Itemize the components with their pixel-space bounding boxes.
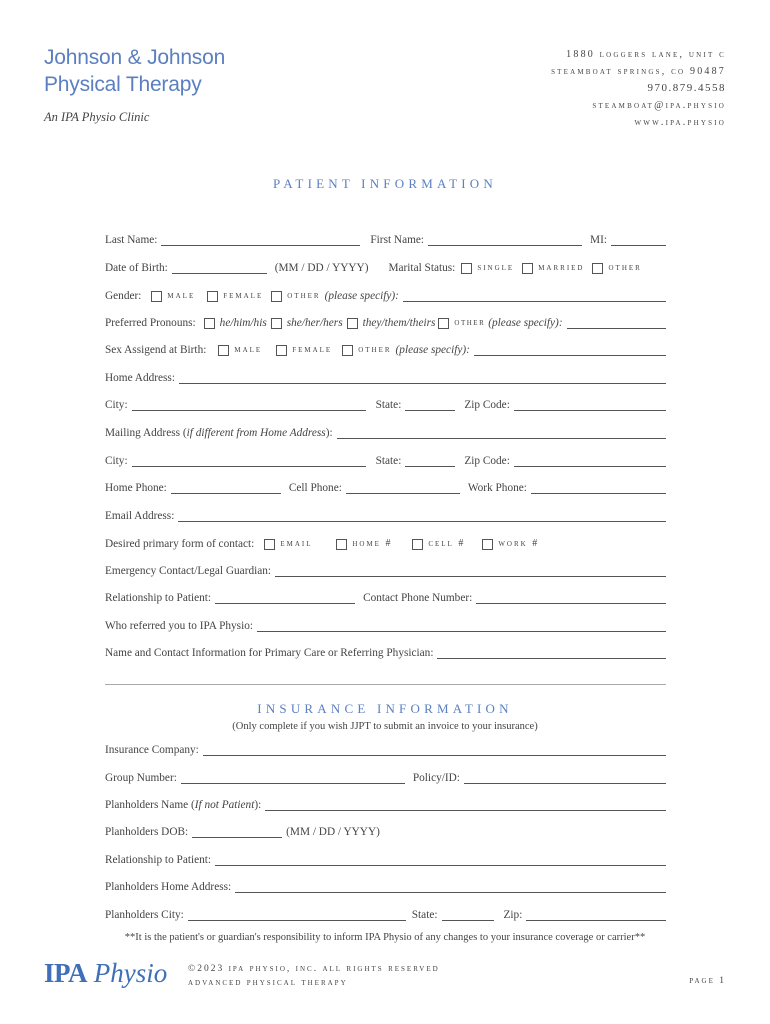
last-name-field[interactable] [161, 234, 360, 246]
mailing-city-label: City: [105, 455, 128, 467]
city-field[interactable] [132, 399, 366, 411]
checkbox[interactable] [412, 539, 423, 550]
contact-phone-label: Contact Phone Number: [363, 592, 473, 604]
mailing-address-close: ): [325, 427, 333, 439]
work-phone-field[interactable] [531, 482, 666, 494]
pronoun-option-she[interactable]: she/her/hers [271, 317, 343, 329]
contact-option-work[interactable]: work # [482, 538, 539, 550]
holder-relationship-field[interactable] [215, 854, 666, 866]
gender-row [105, 288, 666, 302]
email-field[interactable] [178, 510, 666, 522]
phone-row [105, 480, 666, 494]
insurance-company-label: Insurance Company: [105, 744, 199, 756]
zip-label: Zip Code: [464, 399, 510, 411]
logo-physio-text: Physio [93, 958, 168, 988]
contact-method-row [105, 536, 666, 550]
cell-phone-field[interactable] [346, 482, 460, 494]
dob-field[interactable] [172, 262, 267, 274]
group-number-field[interactable] [181, 772, 405, 784]
last-name-label: Last Name: [105, 234, 158, 246]
tagline-text: advanced physical therapy [188, 978, 348, 988]
holder-name-label: Planholders Name ( [105, 799, 195, 811]
mailing-city-row [105, 453, 666, 467]
clinic-website: www.ipa.physio [634, 117, 726, 128]
insurance-company-row [105, 742, 666, 756]
clinic-name [44, 44, 225, 98]
checkbox[interactable] [438, 318, 449, 329]
address-line2: steamboat springs, co 90487 [551, 66, 726, 77]
relationship-label: Relationship to Patient: [105, 592, 212, 604]
sex-row [105, 342, 666, 356]
contact-option-home[interactable]: home # [336, 538, 412, 550]
email-label: Email Address: [105, 510, 175, 522]
holder-zip-field[interactable] [526, 909, 666, 921]
policy-id-label: Policy/ID: [412, 772, 460, 784]
mailing-state-label: State: [375, 455, 402, 467]
checkbox[interactable] [204, 318, 215, 329]
gender-specify-label: (please specify): [324, 290, 399, 302]
page-number: page 1 [689, 976, 726, 986]
holder-dob-field[interactable] [192, 826, 282, 838]
first-name-field[interactable] [428, 234, 582, 246]
contact-block [551, 46, 726, 131]
emergency-contact-label: Emergency Contact/Legal Guardian: [105, 565, 272, 577]
dob-label: Date of Birth: [105, 262, 168, 274]
clinic-phone: 970.879.4558 [647, 82, 726, 94]
physician-field[interactable] [437, 647, 666, 659]
insurance-note: (Only complete if you wish JJPT to submit an invoice to your insurance) [232, 721, 538, 732]
contact-option-email[interactable]: email [264, 538, 336, 550]
gender-specify-field[interactable] [403, 290, 666, 302]
group-number-label: Group Number: [105, 772, 177, 784]
name-row [105, 232, 666, 246]
patient-info-heading: PATIENT INFORMATION [273, 176, 497, 191]
cell-phone-label: Cell Phone: [288, 482, 342, 494]
ipa-physio-logo [44, 958, 167, 989]
holder-city-row [105, 907, 666, 921]
clinic-name-line1: Johnson & Johnson [44, 46, 226, 69]
holder-state-label: State: [411, 909, 438, 921]
address-line1: 1880 loggers lane, unit c [566, 49, 726, 60]
state-field[interactable] [405, 399, 455, 411]
mailing-address-label: Mailing Address ( [105, 427, 187, 439]
mailing-state-field[interactable] [405, 455, 455, 467]
physician-label: Name and Contact Information for Primary Care or Referring Physician: [105, 647, 434, 659]
checkbox[interactable] [271, 318, 282, 329]
clinic-subtitle: An IPA Physio Clinic [44, 110, 150, 124]
mailing-address-row [105, 425, 666, 439]
responsibility-note: **It is the patient's or guardian's responsibility to inform IPA Physio of any changes to your insurance coverage or carrier** [124, 932, 646, 943]
checkbox[interactable] [342, 345, 353, 356]
zip-field[interactable] [514, 399, 666, 411]
logo-ipa-text: IPA [44, 958, 87, 988]
checkbox[interactable] [461, 263, 472, 274]
contact-method-label: Desired primary form of contact: [105, 538, 255, 550]
marital-option-single[interactable]: single [461, 262, 514, 274]
checkbox[interactable] [271, 291, 282, 302]
gender-option-other[interactable]: other [271, 290, 320, 302]
sex-specify-label: (please specify): [395, 344, 470, 356]
insurance-info-heading: INSURANCE INFORMATION [257, 701, 513, 716]
clinic-name-line2: Physical Therapy [44, 73, 202, 96]
holder-address-field[interactable] [235, 881, 666, 893]
pronoun-option-he[interactable]: he/him/his [204, 317, 267, 329]
work-phone-label: Work Phone: [467, 482, 527, 494]
holder-relationship-label: Relationship to Patient: [105, 854, 212, 866]
clinic-email: steamboat@ipa.physio [592, 100, 726, 111]
state-label: State: [375, 399, 402, 411]
copyright-block [188, 962, 440, 990]
checkbox[interactable] [218, 345, 229, 356]
gender-option-male[interactable]: male [151, 290, 195, 302]
checkbox[interactable] [592, 263, 603, 274]
checkbox[interactable] [347, 318, 358, 329]
holder-address-label: Planholders Home Address: [105, 881, 232, 893]
holder-dob-label: Planholders DOB: [105, 826, 189, 838]
holder-name-field[interactable] [265, 799, 666, 811]
physician-row [105, 645, 666, 659]
holder-relationship-row [105, 852, 666, 866]
pronoun-option-they[interactable]: they/them/theirs [347, 317, 436, 329]
dob-format: (MM / DD / YYYY) [274, 262, 369, 274]
holder-name-close: ): [254, 799, 262, 811]
gender-label: Gender: [105, 290, 142, 302]
marital-status-label: Marital Status: [388, 262, 456, 274]
mailing-city-field[interactable] [132, 455, 366, 467]
home-address-label: Home Address: [105, 372, 175, 384]
referred-field[interactable] [257, 620, 666, 632]
referred-label: Who referred you to IPA Physio: [105, 620, 253, 632]
emergency-row [105, 563, 666, 577]
home-phone-label: Home Phone: [105, 482, 167, 494]
insurance-company-field[interactable] [203, 744, 666, 756]
mailing-address-field[interactable] [337, 427, 666, 439]
referred-row [105, 618, 666, 632]
checkbox[interactable] [336, 539, 347, 550]
marital-option-married[interactable]: married [522, 262, 584, 274]
checkbox[interactable] [151, 291, 162, 302]
holder-address-row [105, 879, 666, 893]
holder-zip-label: Zip: [503, 909, 523, 921]
sex-option-female[interactable]: female [276, 344, 332, 356]
relationship-row [105, 590, 666, 604]
checkbox[interactable] [276, 345, 287, 356]
sex-label: Sex Assigend at Birth: [105, 344, 207, 356]
holder-name-note: If not Patient [194, 799, 255, 811]
pronoun-specify-label: (please specify): [488, 317, 563, 329]
gender-option-female[interactable]: female [207, 290, 263, 302]
emergency-contact-field[interactable] [275, 565, 666, 577]
mi-field[interactable] [611, 234, 666, 246]
checkbox[interactable] [482, 539, 493, 550]
pronouns-label: Preferred Pronouns: [105, 317, 196, 329]
holder-city-label: Planholders City: [105, 909, 184, 921]
holder-dob-row [105, 824, 666, 838]
contact-option-cell[interactable]: cell # [412, 538, 482, 550]
mailing-zip-field[interactable] [514, 455, 666, 467]
relationship-field[interactable] [215, 592, 355, 604]
mailing-address-note: if different from Home Address [186, 427, 326, 439]
policy-id-field[interactable] [464, 772, 666, 784]
checkbox[interactable] [264, 539, 275, 550]
checkbox[interactable] [522, 263, 533, 274]
pronoun-option-other[interactable]: other [438, 317, 485, 329]
contact-phone-field[interactable] [476, 592, 666, 604]
dob-row [105, 260, 666, 274]
section-divider [105, 684, 666, 685]
sex-specify-field[interactable] [474, 344, 666, 356]
mi-label: MI: [590, 234, 607, 246]
marital-option-other[interactable]: other [592, 262, 641, 274]
holder-state-field[interactable] [442, 909, 494, 921]
city-label: City: [105, 399, 128, 411]
email-row [105, 508, 666, 522]
holder-city-field[interactable] [188, 909, 406, 921]
copyright-text: ©2023 ipa physio, inc. all rights reserved [188, 964, 440, 974]
holder-name-row [105, 797, 666, 811]
mailing-zip-label: Zip Code: [464, 455, 510, 467]
first-name-label: First Name: [370, 234, 425, 246]
pronouns-row [105, 315, 666, 329]
home-phone-field[interactable] [171, 482, 281, 494]
pronoun-specify-field[interactable] [567, 317, 666, 329]
home-address-row [105, 370, 666, 384]
home-address-field[interactable] [179, 372, 666, 384]
sex-option-male[interactable]: male [218, 344, 262, 356]
holder-dob-format: (MM / DD / YYYY) [286, 826, 380, 838]
sex-option-other[interactable]: other [342, 344, 391, 356]
city-row [105, 397, 666, 411]
checkbox[interactable] [207, 291, 218, 302]
group-policy-row [105, 770, 666, 784]
